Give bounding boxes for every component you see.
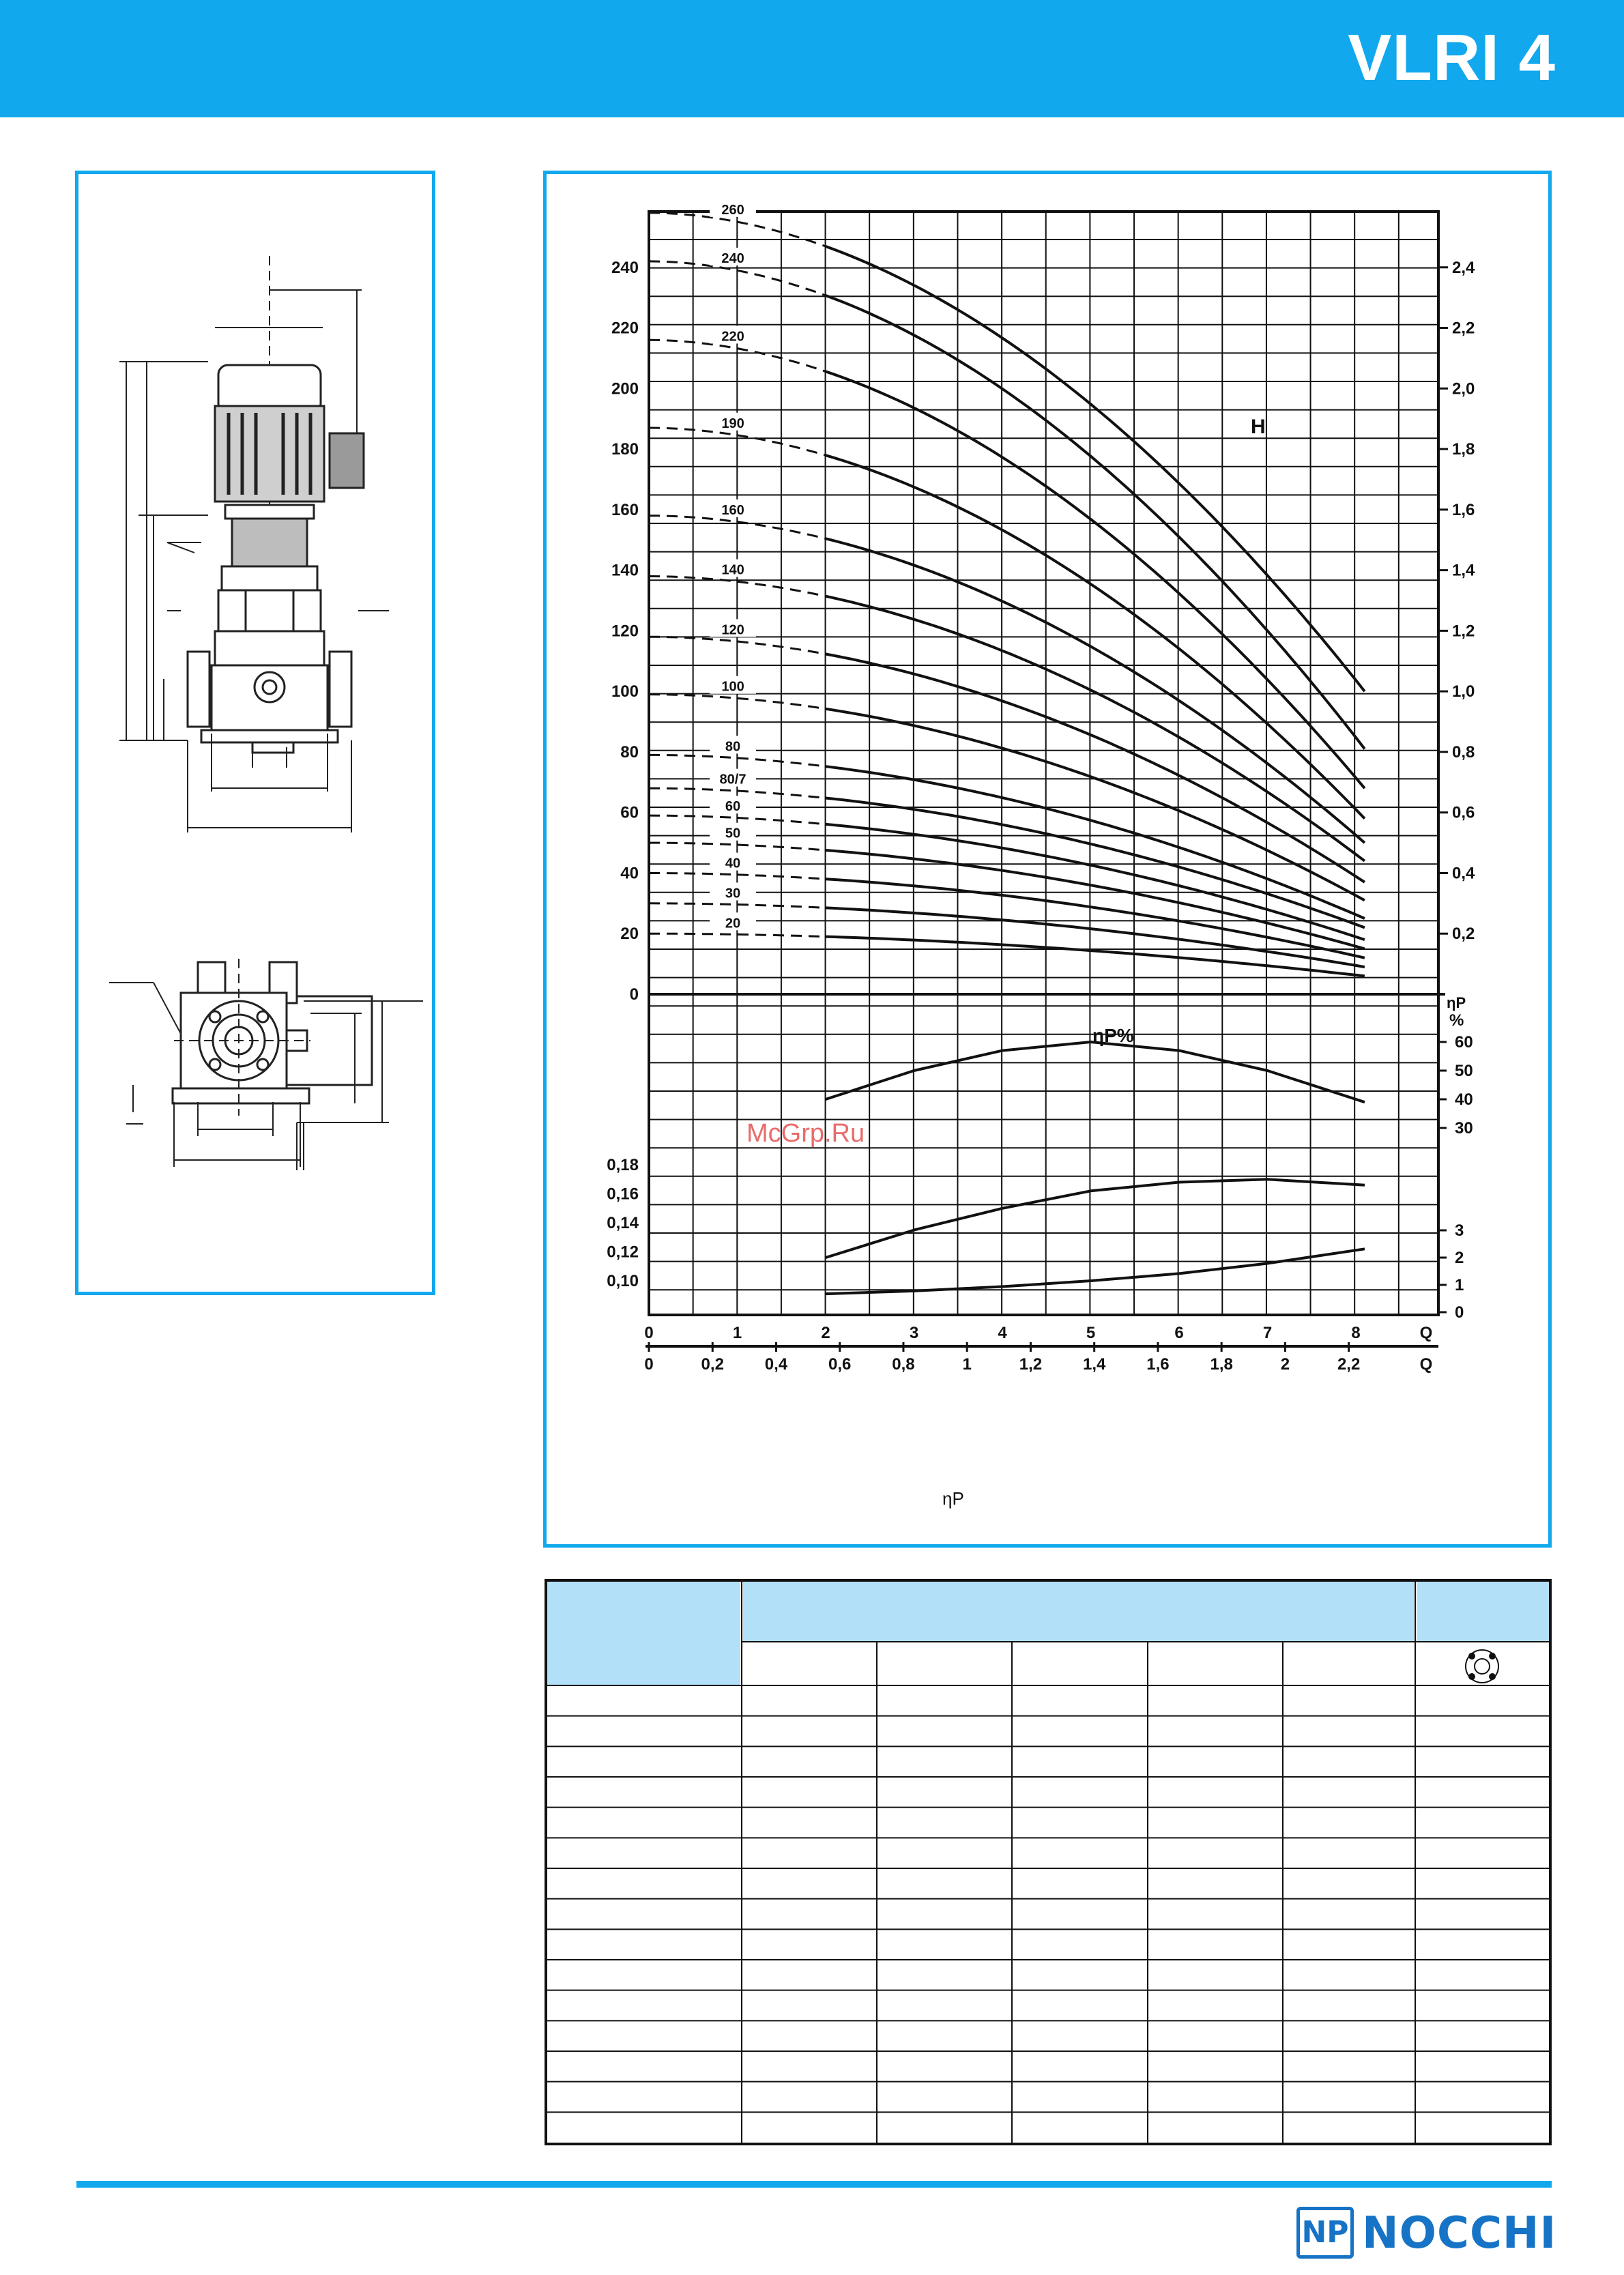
head-curve <box>826 824 1365 940</box>
flange-icon <box>1466 1650 1498 1683</box>
eff-tick: 30 <box>1455 1119 1473 1138</box>
watermark: McGrp.Ru <box>746 1119 865 1148</box>
power-tick-left: 0,10 <box>607 1272 639 1290</box>
head-tick-right: 1,4 <box>1452 561 1475 580</box>
performance-chart-panel <box>543 171 1552 1548</box>
eff-tick: 40 <box>1455 1090 1473 1109</box>
table-header-group-cell <box>743 1582 1414 1642</box>
eff-unit-label: ηP <box>1447 994 1466 1011</box>
q-tick-secondary: 0,6 <box>828 1355 852 1374</box>
head-tick-left: 80 <box>620 742 639 762</box>
q-tick-secondary: 0,2 <box>701 1355 724 1374</box>
eff-percent-label: % <box>1449 1011 1464 1030</box>
power-tick-right: 2 <box>1455 1249 1464 1267</box>
head-tick-right: 1,0 <box>1452 682 1475 701</box>
np-logo-mark: NP <box>1296 2207 1354 2259</box>
head-curve <box>826 246 1365 691</box>
series-label: 20 <box>725 916 741 931</box>
head-tick-left: 120 <box>611 622 639 641</box>
bottom-rule <box>76 2181 1552 2188</box>
head-tick-right: 0,8 <box>1452 742 1475 762</box>
head-tick-right: 2,0 <box>1452 379 1475 399</box>
head-tick-right: 0,2 <box>1452 925 1475 944</box>
power-tick-left: 0,16 <box>607 1185 639 1204</box>
q-tick-secondary: 1,2 <box>1019 1355 1043 1374</box>
series-label: 260 <box>721 202 744 218</box>
bottom-symbol: ηP <box>942 1488 964 1509</box>
head-tick-right: 2,4 <box>1452 258 1475 277</box>
eff-tick: 50 <box>1455 1062 1473 1080</box>
nocchi-logo <box>1296 2204 1557 2261</box>
series-label: 220 <box>721 329 744 345</box>
head-tick-left: 20 <box>620 925 639 944</box>
series-label: 140 <box>721 562 744 578</box>
q-label-primary: Q <box>1419 1324 1433 1342</box>
head-tick-left: 180 <box>611 440 639 459</box>
power-tick-right: 0 <box>1455 1303 1464 1322</box>
header-band <box>0 0 1624 117</box>
q-tick-primary: 2 <box>821 1324 830 1342</box>
head-tick-right: 2,2 <box>1452 319 1475 338</box>
power-tick-left: 0,18 <box>607 1156 639 1174</box>
series-label: 160 <box>721 502 744 518</box>
q-tick-secondary: 1 <box>962 1355 972 1374</box>
q-tick-primary: 4 <box>998 1324 1007 1342</box>
q-tick-secondary: 0,8 <box>892 1355 915 1374</box>
head-curve <box>826 766 1365 918</box>
head-curve <box>826 538 1365 843</box>
power-curve-lower <box>826 1249 1365 1294</box>
head-tick-right: 0,4 <box>1452 864 1475 883</box>
table-header-connection-cell <box>1417 1582 1549 1642</box>
table-grid <box>547 1582 1549 2143</box>
q-tick-secondary: 2,2 <box>1337 1355 1361 1374</box>
head-tick-right: 1,2 <box>1452 622 1475 641</box>
q-tick-primary: 3 <box>909 1324 919 1342</box>
head-tick-left: 140 <box>611 561 639 580</box>
pump-drawing-panel <box>75 171 435 1295</box>
head-curve <box>826 908 1365 967</box>
head-tick-left: 240 <box>611 258 639 277</box>
efficiency-curve-label: ηP% <box>1092 1025 1134 1046</box>
series-label: 120 <box>721 622 744 638</box>
q-tick-secondary: 0,4 <box>764 1355 788 1374</box>
q-tick-primary: 7 <box>1262 1324 1273 1342</box>
head-tick-left: 40 <box>620 864 639 883</box>
head-curve <box>826 654 1365 882</box>
q-tick-primary: 5 <box>1086 1324 1096 1342</box>
table-header-model-cell <box>547 1582 740 1685</box>
q-tick-primary: 1 <box>732 1324 742 1342</box>
head-tick-left: 220 <box>611 319 639 338</box>
head-curve-label: H <box>1251 416 1266 438</box>
eff-tick: 60 <box>1455 1033 1473 1052</box>
q-tick-primary: 6 <box>1174 1324 1184 1342</box>
series-label: 190 <box>721 416 744 431</box>
brand-name: NOCCHI <box>1362 2208 1557 2259</box>
head-tick-right: 1,8 <box>1452 440 1475 459</box>
pump-drawing <box>78 174 432 1292</box>
q-tick-secondary: 2 <box>1280 1355 1290 1374</box>
power-curve-upper <box>826 1179 1365 1258</box>
q-tick-secondary: 0 <box>644 1355 654 1374</box>
q-tick-primary: 8 <box>1351 1324 1361 1342</box>
series-label: 40 <box>725 856 741 871</box>
head-curve <box>826 879 1365 958</box>
q-tick-primary: 0 <box>644 1324 654 1342</box>
power-tick-left: 0,14 <box>607 1214 639 1232</box>
power-tick-right: 3 <box>1455 1221 1464 1240</box>
q-tick-secondary: 1,6 <box>1146 1355 1170 1374</box>
q-tick-secondary: 1,8 <box>1210 1355 1233 1374</box>
power-tick-right: 1 <box>1455 1276 1464 1294</box>
q-tick-secondary: 1,4 <box>1082 1355 1106 1374</box>
series-label: 80/7 <box>719 772 746 787</box>
pump-data-table <box>545 1579 1552 2145</box>
head-tick-left: 160 <box>611 500 639 519</box>
series-label: 240 <box>721 251 744 267</box>
series-label: 50 <box>725 826 741 841</box>
head-tick-left: 0 <box>629 985 639 1004</box>
series-label: 30 <box>725 886 741 901</box>
head-curve <box>826 937 1365 976</box>
performance-chart <box>547 174 1548 1544</box>
page-title: VLRI 4 <box>1348 21 1556 94</box>
q-label-secondary: Q <box>1419 1355 1433 1374</box>
head-tick-right: 1,6 <box>1452 500 1475 519</box>
head-tick-left: 60 <box>620 803 639 822</box>
head-tick-left: 200 <box>611 379 639 399</box>
series-label: 60 <box>725 799 741 815</box>
series-label: 100 <box>721 679 744 695</box>
series-label: 80 <box>725 739 741 755</box>
chart-frame <box>649 212 1438 1315</box>
efficiency-curve <box>826 1042 1365 1102</box>
power-tick-left: 0,12 <box>607 1243 639 1262</box>
head-tick-left: 100 <box>611 682 639 701</box>
head-tick-right: 0,6 <box>1452 803 1475 822</box>
